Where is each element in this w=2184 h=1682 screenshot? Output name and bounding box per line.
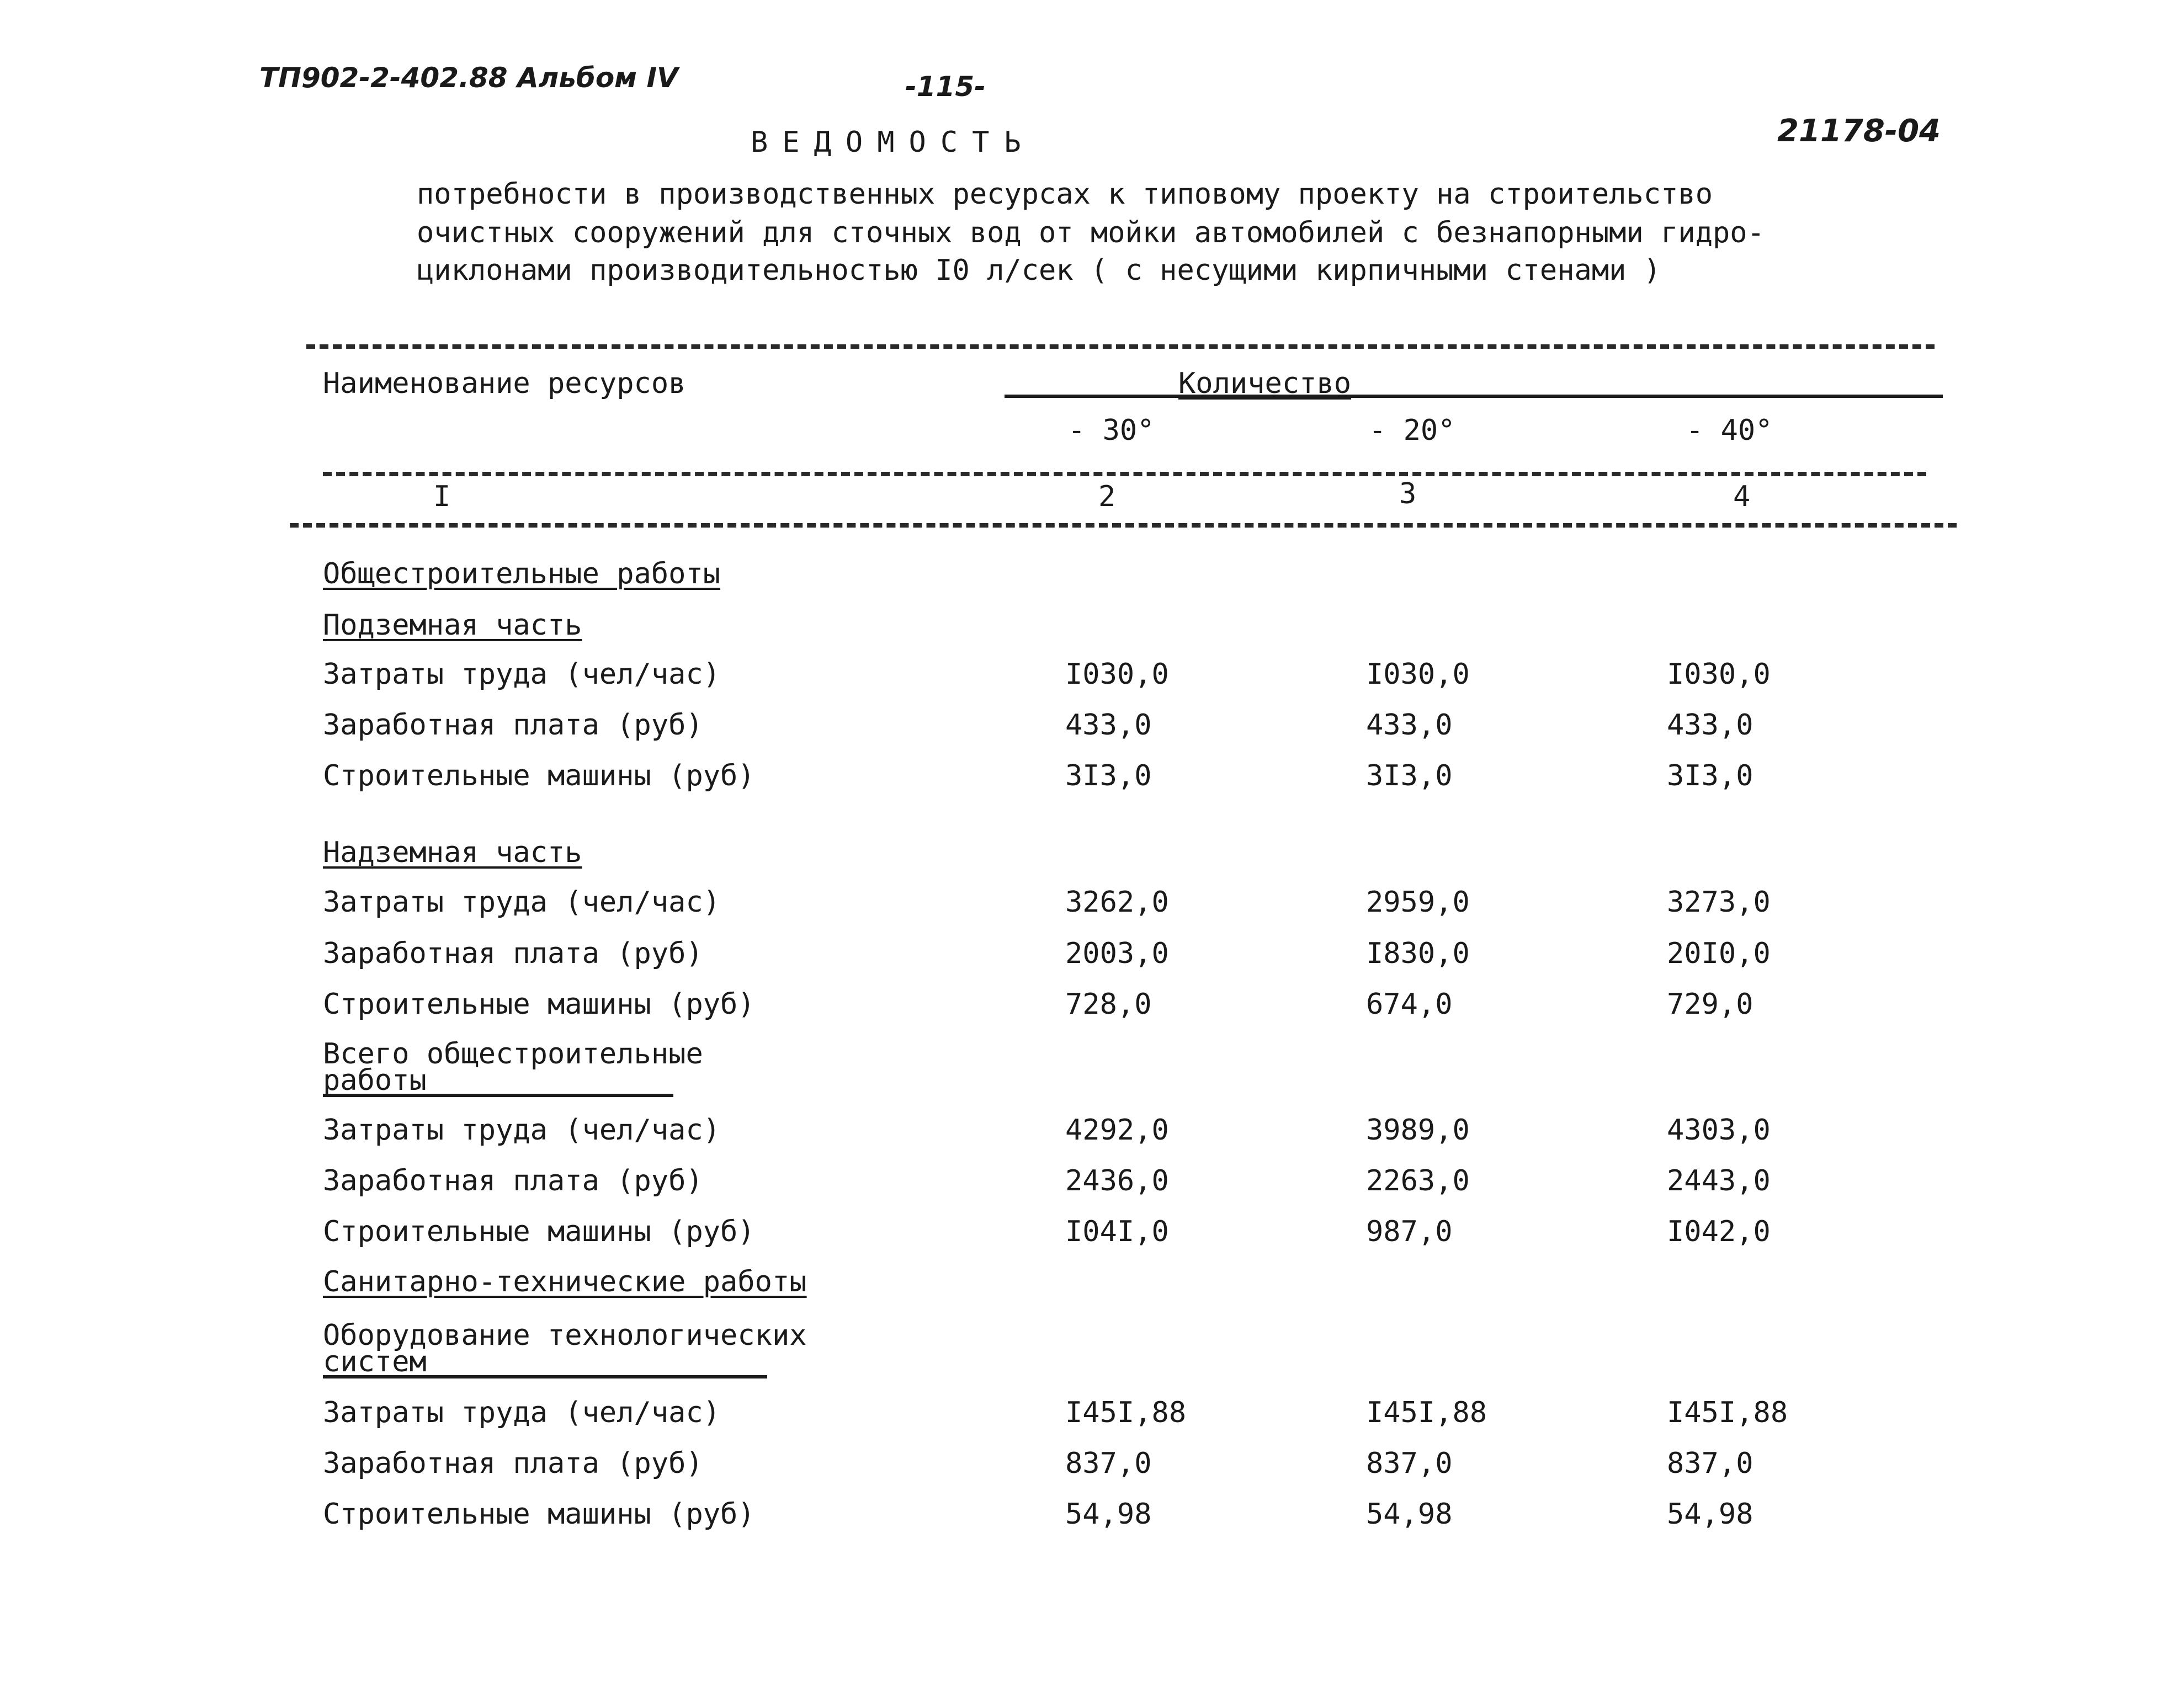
subtotal-underline	[323, 1094, 673, 1097]
subtotal-underline	[323, 1375, 767, 1378]
header-bottom-rule	[290, 523, 1957, 528]
row-label: Строительные машины (руб)	[323, 988, 755, 1021]
table-cell: 837,0	[1065, 1447, 1152, 1480]
row-label: Заработная плата (руб)	[323, 1164, 703, 1197]
row-label: Заработная плата (руб)	[323, 937, 703, 970]
column-header-name: Наименование ресурсов	[323, 367, 686, 400]
subtotal-label-line-2: систем	[323, 1345, 427, 1378]
table-cell: 729,0	[1667, 988, 1753, 1021]
table-cell: 433,0	[1667, 709, 1753, 742]
table-cell: I030,0	[1366, 658, 1470, 691]
table-cell: 2443,0	[1667, 1164, 1771, 1197]
table-cell: I45I,88	[1667, 1396, 1788, 1429]
subtitle-line-1: потребности в производственных ресурсах к типовому проекту на строительство	[417, 178, 1713, 211]
table-cell: 837,0	[1366, 1447, 1453, 1480]
table-cell: 2003,0	[1065, 937, 1169, 970]
subtotal-label-line-1: Всего общестроительные	[323, 1037, 703, 1071]
project-code: ТП902-2-402.88 Альбом IV	[259, 62, 678, 94]
table-cell: 2436,0	[1065, 1164, 1169, 1197]
table-cell: 3273,0	[1667, 886, 1771, 919]
row-label: Строительные машины (руб)	[323, 1498, 755, 1531]
section-aboveground: Надземная часть	[323, 836, 582, 869]
table-cell: 674,0	[1366, 988, 1453, 1021]
table-cell: 20I0,0	[1667, 937, 1771, 970]
section-general-construction: Общестроительные работы	[323, 557, 721, 590]
table-cell: 54,98	[1065, 1498, 1152, 1531]
table-cell: 837,0	[1667, 1447, 1753, 1480]
table-cell: 2263,0	[1366, 1164, 1470, 1197]
table-cell: I04I,0	[1065, 1215, 1169, 1248]
table-cell: 54,98	[1667, 1498, 1753, 1531]
table-cell: I042,0	[1667, 1215, 1771, 1248]
row-label: Строительные машины (руб)	[323, 1215, 755, 1248]
column-number-4: 4	[1733, 480, 1751, 513]
table-cell: I45I,88	[1366, 1396, 1487, 1429]
table-cell: 3989,0	[1366, 1114, 1470, 1147]
table-cell: 987,0	[1366, 1215, 1453, 1248]
table-cell: 54,98	[1366, 1498, 1453, 1531]
column-number-1: I	[433, 480, 451, 513]
table-cell: 433,0	[1065, 709, 1152, 742]
table-cell: I830,0	[1366, 937, 1470, 970]
column-number-2: 2	[1098, 480, 1116, 513]
table-cell: 3I3,0	[1667, 759, 1753, 792]
table-cell: 2959,0	[1366, 886, 1470, 919]
subtitle-line-3: циклонами производительностью I0 л/сек ( с несущими кирпичными стенами )	[417, 254, 1661, 287]
temp-header-2: - 20°	[1369, 414, 1455, 447]
document-title: ВЕДОМОСТЬ	[751, 126, 1035, 159]
row-label: Заработная плата (руб)	[323, 1447, 703, 1480]
row-label: Затраты труда (чел/час)	[323, 658, 721, 691]
temp-header-1: - 30°	[1068, 414, 1155, 447]
table-cell: I030,0	[1667, 658, 1771, 691]
row-label: Затраты труда (чел/час)	[323, 1114, 721, 1147]
column-header-quantity: Количество	[1178, 367, 1352, 400]
table-top-rule	[306, 344, 1935, 349]
table-cell: I45I,88	[1065, 1396, 1187, 1429]
document-number: 21178-04	[1777, 113, 1941, 149]
table-cell: 3I3,0	[1366, 759, 1453, 792]
section-underground: Подземная часть	[323, 609, 582, 642]
page-number: -115-	[905, 71, 986, 103]
row-label: Заработная плата (руб)	[323, 709, 703, 742]
subtotal-label-line-1: Оборудование технологических	[323, 1319, 807, 1352]
table-cell: 3I3,0	[1065, 759, 1152, 792]
section-sanitary: Санитарно-технические работы	[323, 1265, 807, 1298]
temp-header-3: - 40°	[1686, 414, 1773, 447]
quantity-underline	[1005, 395, 1943, 398]
table-cell: 433,0	[1366, 709, 1453, 742]
row-label: Затраты труда (чел/час)	[323, 1396, 721, 1429]
table-cell: 4303,0	[1667, 1114, 1771, 1147]
table-cell: 728,0	[1065, 988, 1152, 1021]
table-cell: 4292,0	[1065, 1114, 1169, 1147]
row-label: Затраты труда (чел/час)	[323, 886, 721, 919]
subtotal-label-line-2: работы	[323, 1064, 427, 1097]
table-cell: 3262,0	[1065, 886, 1169, 919]
header-mid-rule	[323, 472, 1926, 476]
subtitle-line-2: очистных сооружений для сточных вод от мойки автомобилей с безнапорными гидро-	[417, 216, 1765, 249]
table-cell: I030,0	[1065, 658, 1169, 691]
row-label: Строительные машины (руб)	[323, 759, 755, 792]
column-number-3: 3	[1399, 477, 1417, 510]
